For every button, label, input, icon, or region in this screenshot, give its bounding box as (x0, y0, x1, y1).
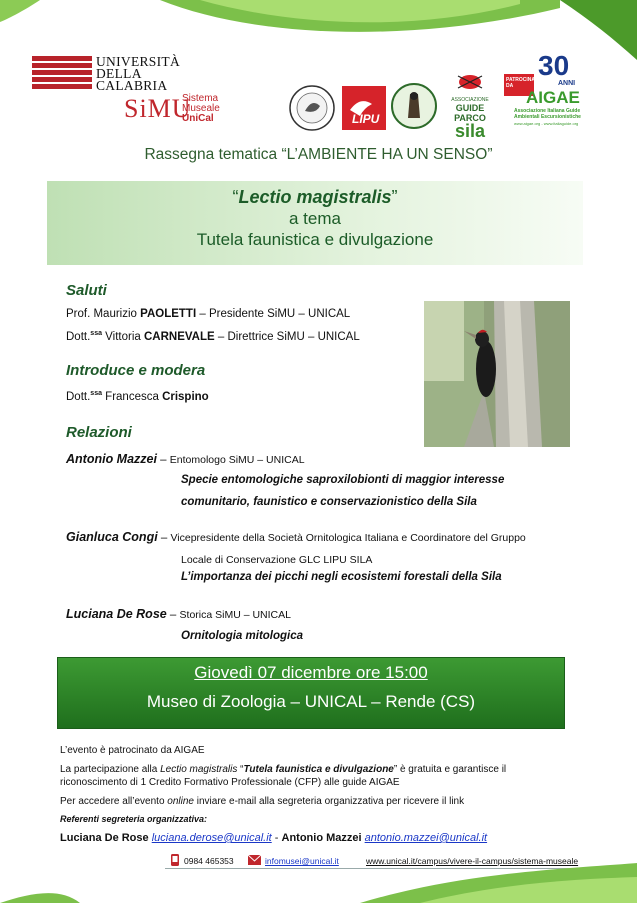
unical-name: UNIVERSITÀ DELLA CALABRIA (96, 54, 180, 93)
saluti-row-carnevale: Dott.$^{ssa}$ Vittoria CARNEVALE – Direttrice SiMU – UNICAL (66, 330, 360, 343)
simu-mark: SiMU (124, 94, 192, 123)
email-link-derose[interactable]: luciana.derose@unical.it (151, 832, 272, 844)
bottom-leaf-decoration (0, 843, 637, 903)
aigae-logo: PATROCINATO DA 30 ANNI AIGAE Associazione Italiana Guide Ambientali Escursionistiche www.aigae.org - www.italiaguide.org (506, 50, 581, 126)
introduce-heading: Introduce e modera (66, 362, 206, 379)
talk-congi: L’importanza dei picchi negli ecosistemi forestali della Sila (181, 571, 502, 583)
lectio-line-a-tema: a tema (289, 209, 341, 228)
event-date-banner (57, 657, 565, 729)
note-online: Per accedere all’evento online inviare e-mail alla segreteria organizzativa per ricevere il link (60, 796, 465, 807)
lectio-title: “Lectio magistralis” (232, 187, 398, 207)
event-date: Giovedì 07 dicembre ore 15:00 (194, 663, 428, 682)
guide-parco-sila-logo: ASSOCIAZIONE GUIDE PARCO sila (440, 70, 500, 130)
note-partecipazione: La partecipazione alla Lectio magistralis “Tutela faunistica e divulgazione” è gratuita e garantisce il (60, 764, 507, 775)
note-contacts: Luciana De Rose luciana.derose@unical.it - Antonio Mazzei antonio.mazzei@unical.it (60, 832, 488, 844)
footer-phone: 0984 465353 (184, 856, 234, 866)
relatore-mazzei: Antonio Mazzei – Entomologo SiMU – UNICAL (66, 452, 305, 466)
unical-simu-logo (32, 56, 192, 126)
introduce-row-crispino: Dott.$^{ssa}$ Francesca Crispino (66, 390, 209, 403)
talk-mazzei-line2: comunitario, faunistico e conservazionistico della Sila (181, 496, 477, 508)
relatore-congi: Gianluca Congi – Vicepresidente della Società Ornitologica Italiana e Coordinatore del Gruppo (66, 530, 526, 544)
footer-email-link[interactable]: infomusei@unical.it (265, 856, 339, 866)
rassegna-title: Rassegna tematica “L’AMBIENTE HA UN SENSO” (144, 146, 493, 163)
talk-mazzei-line1: Specie entomologiche saproxilobionti di maggior interesse (181, 474, 505, 486)
soi-logo-icon (288, 84, 336, 132)
talk-derose: Ornitologia mitologica (181, 630, 304, 642)
footer-url-link[interactable]: www.unical.it/campus/vivere-il-campus/sistema-museale (366, 856, 579, 866)
unical-bars-icon (32, 56, 92, 92)
event-place: Museo di Zoologia – UNICAL – Rende (CS) (146, 692, 476, 711)
simu-subtitle: Sistema Museale UniCal (182, 93, 220, 124)
note-patrocinio: L’evento è patrocinato da AIGAE (60, 745, 205, 756)
note-cfp: riconoscimento di 1 Credito Formativo Professionale (CFP) alle guide AIGAE (60, 777, 400, 788)
saluti-row-paoletti: Prof. Maurizio PAOLETTI – Presidente SiMU – UNICAL (66, 308, 351, 320)
beetle-icon (440, 70, 500, 92)
partner-logos (288, 52, 588, 142)
lipu-logo: LIPU (342, 86, 386, 130)
relatore-derose: Luciana De Rose – Storica SiMU – UNICAL (66, 607, 291, 621)
email-link-mazzei[interactable]: antonio.mazzei@unical.it (364, 832, 488, 844)
congi-role-line2: Locale di Conservazione GLC LIPU SILA (181, 554, 373, 566)
lectio-banner (47, 181, 583, 265)
woodpecker-photo (424, 301, 570, 447)
saluti-heading: Saluti (66, 282, 107, 299)
lectio-topic: Tutela faunistica e divulgazione (196, 230, 434, 249)
woodpecker-circle-logo-icon (390, 82, 438, 130)
relazioni-heading: Relazioni (66, 424, 132, 441)
note-referenti: Referenti segreteria organizzativa: (60, 814, 208, 824)
